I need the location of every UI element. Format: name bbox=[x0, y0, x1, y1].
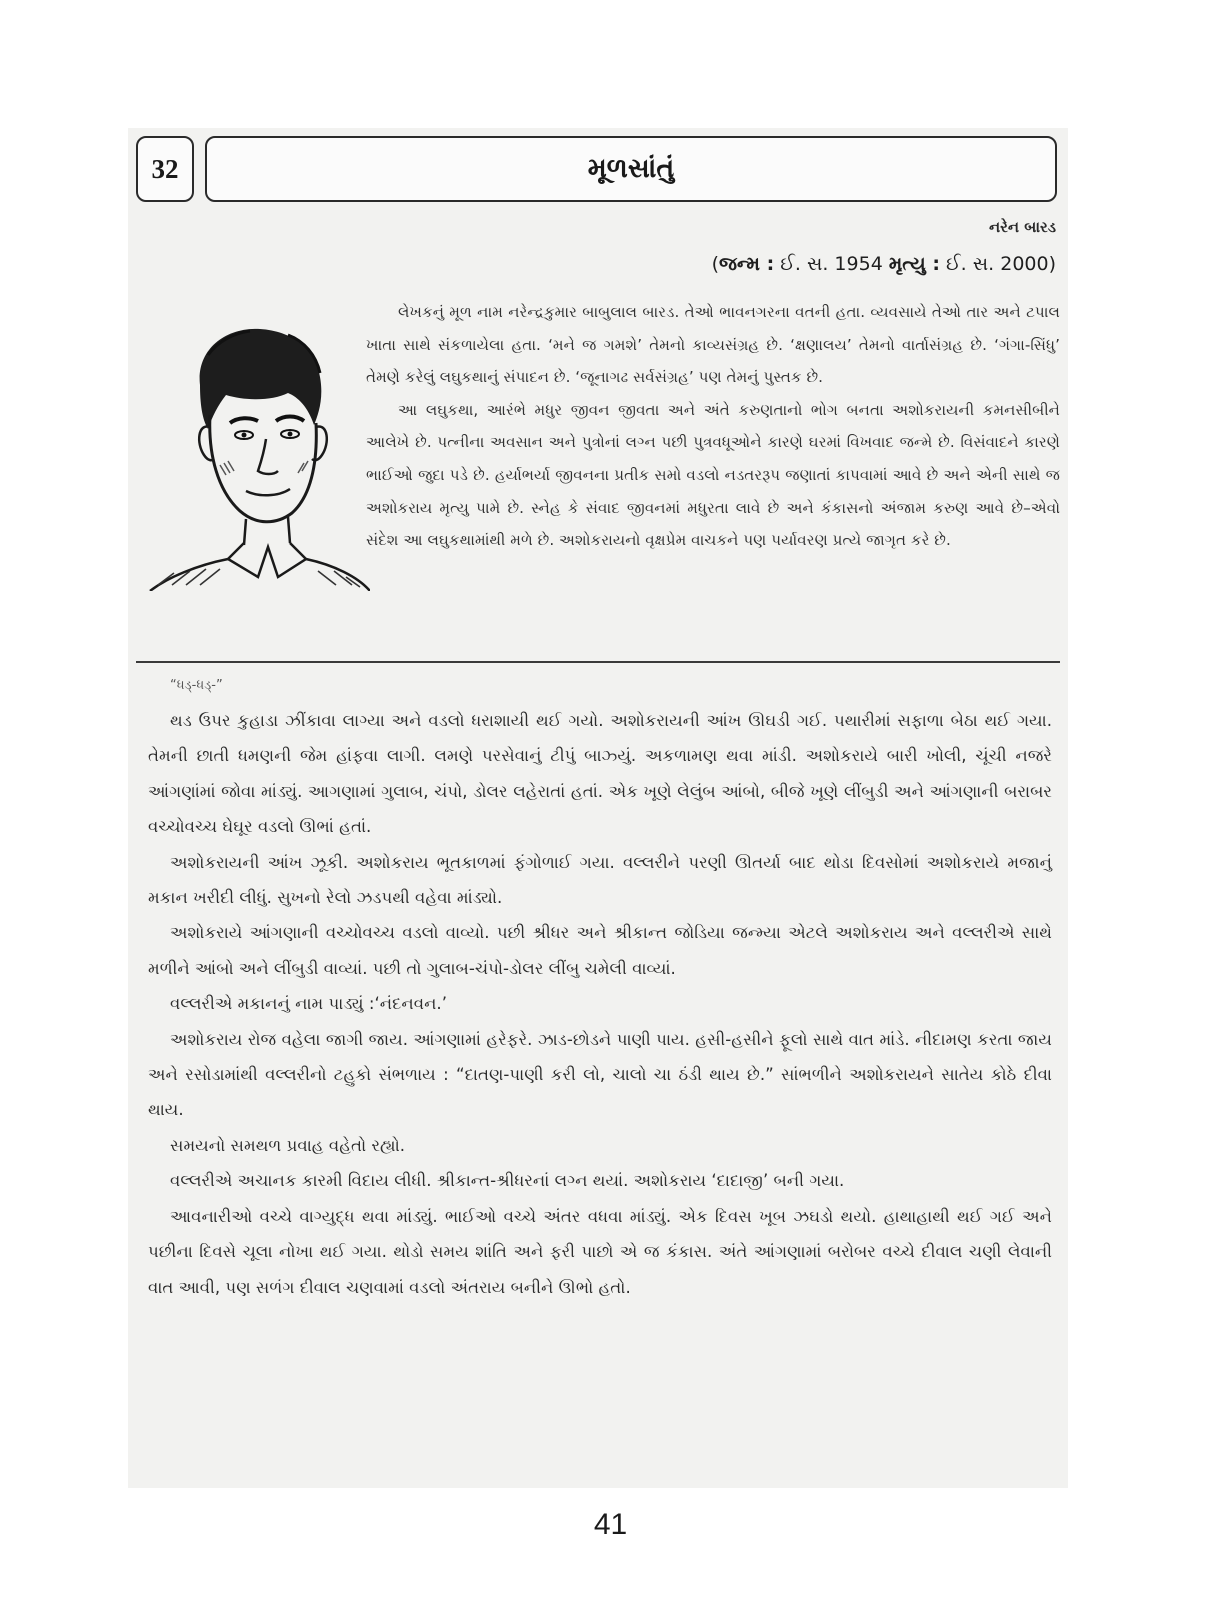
story-paragraph: અશોકરાયની આંખ ઝૂકી. અશોકરાય ભૂતકાળમાં ફંગોળાઈ ગયા. વલ્લરીને પરણી ઊતર્યા બાદ થોડા દિવસોમાં અશોકરાયે મજાનું મકાન ખરીદી લીધું. સુખનો રેલો ઝડપથી વહેવા માંડ્યો. bbox=[148, 852, 1052, 908]
life-dates-open: ( bbox=[711, 253, 720, 275]
story-paragraph: સમયનો સમથળ પ્રવાહ વહેતો રહ્યો. bbox=[170, 1135, 406, 1155]
story-paragraph: થડ ઉપર કુહાડા ઝીંકાવા લાગ્યા અને વડલો ધરાશાયી થઈ ગયો. અશોકરાયની આંખ ઊઘડી ગઈ. પથારીમાં સફાળા બેઠા થઈ ગયા. તેમની છાતી ધમણની જેમ હાંફવા લાગી. લમણે પરસેવાનું ટીપું બાઝ્યું. અકળામણ થવા માંડી. અશોકરાયે બારી ખોલી, ચૂંચી નજરે આંગણાંમાં જોવા માંડ્યું. આગણામાં ગુલાબ, ચંપો, ડોલર લહેરાતાં હતાં. એક ખૂણે લેલુંબ આંબો, બીજે ખૂણે લીંબુડી અને આંગણાની બરાબર વચ્ચોવચ્ચ ઘેઘૂર વડલો ઊભાં હતાં. bbox=[148, 711, 1052, 837]
author-name: નરેન બારડ bbox=[988, 218, 1056, 236]
chapter-number: 32 bbox=[136, 136, 194, 202]
born-value: ઈ. સ. 1954 bbox=[774, 253, 889, 275]
died-label: મૃત્યુ : bbox=[888, 253, 940, 275]
section-divider bbox=[136, 661, 1060, 663]
story-paragraph: અશોકરાયે આંગણાની વચ્ચોવચ્ચ વડલો વાવ્યો. પછી શ્રીધર અને શ્રીકાન્ત જોડિયા જન્મ્યા એટલે અશોકરાય અને વલ્લરીએ સાથે મળીને આંબો અને લીંબુડી વાવ્યાં. પછી તો ગુલાબ-ચંપો-ડોલર લીંબુ ચમેલી વાવ્યાં. bbox=[148, 923, 1052, 978]
author-life-dates bbox=[712, 253, 1056, 275]
born-label: જન્મ : bbox=[719, 253, 775, 275]
author-portrait-icon bbox=[138, 315, 370, 591]
page-number: 41 bbox=[593, 1508, 628, 1541]
story-sound-effect: “ધડ્-ધડ્-” bbox=[170, 678, 223, 693]
story-paragraph: વલ્લરીએ મકાનનું નામ પાડ્યું :‘નંદનવન.’ bbox=[170, 994, 447, 1014]
story-body bbox=[148, 673, 1052, 1305]
story-paragraph: વલ્લરીએ અચાનક કારમી વિદાય લીધી. શ્રીકાન્ત-શ્રીધરનાં લગ્ન થયાં. અશોકરાય ‘દાદાજી’ બની ગયા. bbox=[170, 1171, 845, 1191]
intro-paragraph: લેખકનું મૂળ નામ નરેન્દ્રકુમાર બાબુલાલ બારડ. તેઓ ભાવનગરના વતની હતા. વ્યવસાયે તેઓ તાર અને ટપાલ ખાતા સાથે સંકળાયેલા હતા. ‘મને જ ગમશે’ તેમનો કાવ્યસંગ્રહ છે. ‘ક્ષણાલય’ તેમનો વાર્તાસંગ્રહ છે. ‘ગંગા-સિંધુ’ તેમણે કરેલું લઘુકથાનું સંપાદન છે. ‘જૂનાગઢ સર્વસંગ્રહ’ પણ તેમનું પુસ્તક છે. bbox=[366, 303, 1060, 387]
story-paragraph: અશોકરાય રોજ વહેલા જાગી જાય. આંગણામાં હરેફરે. ઝાડ-છોડને પાણી પાય. હસી-હસીને ફૂલો સાથે વાત માંડે. નીદામણ કરતા જાય અને રસોડામાંથી વલ્લરીનો ટહુકો સંભળાય : “દાતણ-પાણી કરી લો, ચાલો ચા ઠંડી થાય છે.” સાંભળીને અશોકરાયને સાતેય કોઠે દીવા થાય. bbox=[148, 1029, 1052, 1120]
chapter-title: મૂળસાંતું bbox=[205, 136, 1057, 202]
intro-paragraph: આ લઘુકથા, આરંભે મધુર જીવન જીવતા અને અંતે કરુણતાનો ભોગ બનતા અશોકરાયની કમનસીબીને આલેખે છે. પત્નીના અવસાન અને પુત્રોનાં લગ્ન પછી પુત્રવધૂઓને કારણે ઘરમાં વિખવાદ જન્મે છે. વિસંવાદને કારણે ભાઈઓ જુદા પડે છે. હર્યાભર્યા જીવનના પ્રતીક સમો વડલો નડતરરૂપ જણાતાં કાપવામાં આવે છે અને એની સાથે જ અશોકરાય મૃત્યુ પામે છે. સ્નેહ કે સંવાદ જીવનમાં મધુરતા લાવે છે અને કંકાસનો અંજામ કરુણ આવે છે–એવો સંદેશ આ લઘુકથામાંથી મળે છે. અશોકરાયનો વૃક્ષપ્રેમ વાચકને પણ પર્યાવરણ પ્રત્યે જાગૃત કરે છે. bbox=[366, 400, 1060, 550]
died-value: ઈ. સ. 2000) bbox=[939, 253, 1056, 275]
story-paragraph: આવનારીઓ વચ્ચે વાગ્યુદ્ધ થવા માંડ્યું. ભાઈઓ વચ્ચે અંતર વધવા માંડ્યું. એક દિવસ ખૂબ ઝઘડો થયો. હાથાહાથી થઈ ગઈ અને પછીના દિવસે ચૂલા નોખા થઈ ગયા. થોડો સમય શાંતિ અને ફરી પાછો એ જ કંકાસ. અંતે આંગણામાં બરોબર વચ્ચે દીવાલ ચણી લેવાની વાત આવી, પણ સળંગ દીવાલ ચણવામાં વડલો અંતરાય બનીને ઊભો હતો. bbox=[148, 1206, 1052, 1297]
